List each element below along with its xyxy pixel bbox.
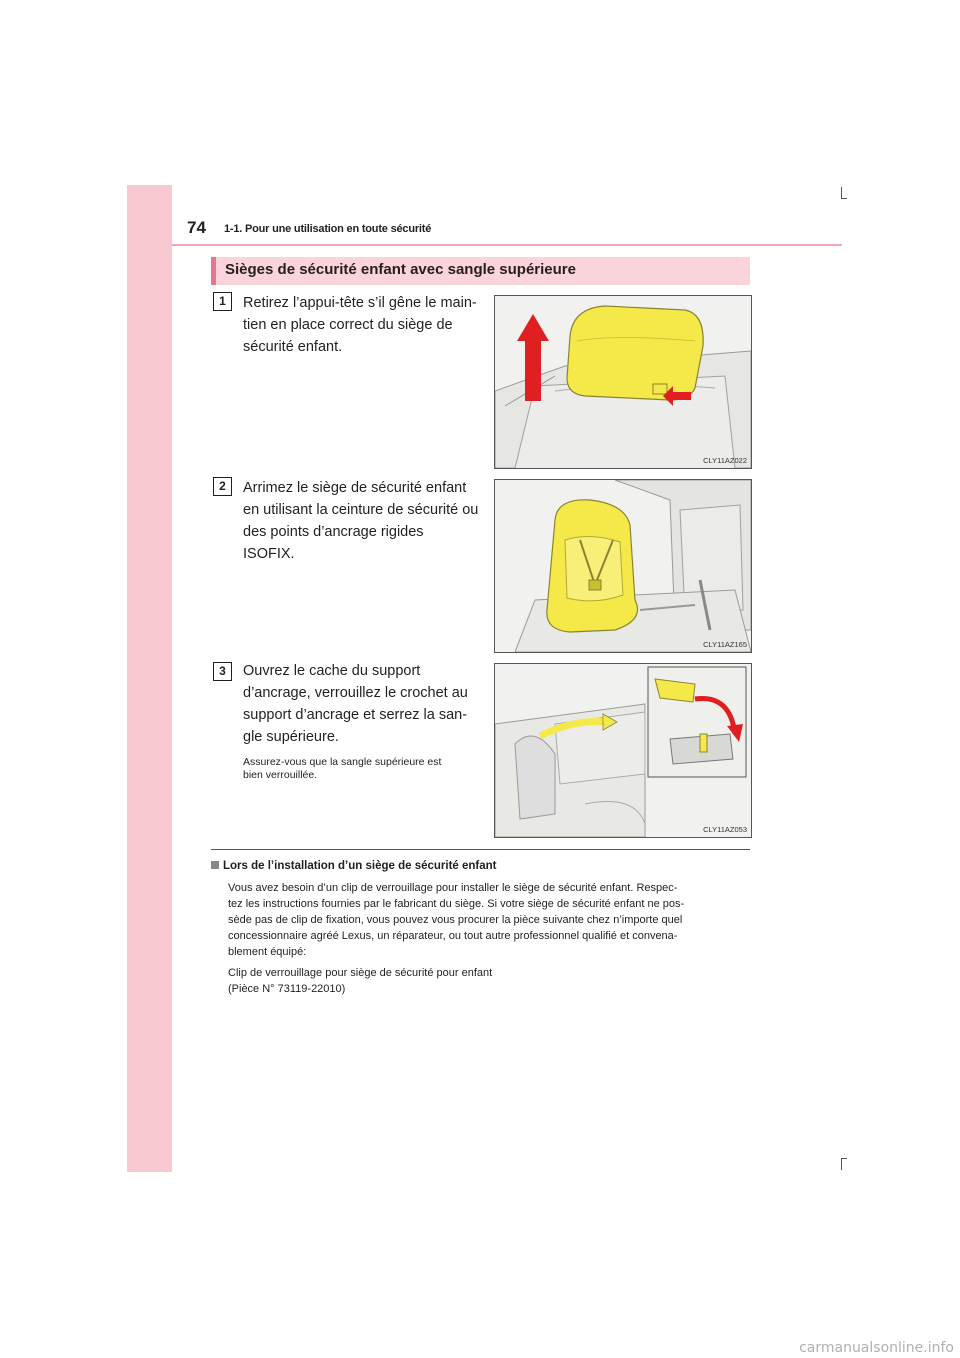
anchor-bracket-illustration	[494, 663, 752, 838]
square-bullet-icon	[211, 861, 219, 869]
step-2-line: en utilisant la ceinture de sécurité ou	[243, 502, 479, 518]
step-3-note-line: Assurez-vous que la sangle supérieure est	[243, 756, 442, 768]
step-3-line: gle supérieure.	[243, 729, 339, 745]
step-2-line: Arrimez le siège de sécurité enfant	[243, 480, 467, 496]
step-number-3: 3	[213, 662, 232, 681]
info-heading-text: Lors de l’installation d’un siège de sécurité enfant	[223, 860, 497, 872]
anchor-bracket-drawing	[495, 664, 751, 837]
crop-mark-bottom-h	[841, 1158, 847, 1159]
step-1-line: sécurité enfant.	[243, 339, 343, 355]
step-1-text	[243, 292, 481, 358]
info-line: tez les instructions fournies par le fabricant du siège. Si votre siège de sécurité enfant ne pos-	[228, 898, 685, 910]
step-2-line: des points d’ancrage rigides	[243, 524, 424, 540]
info-line: blement équipé:	[228, 946, 307, 958]
step-number-1: 1	[213, 292, 232, 311]
info-line: concessionnaire agréé Lexus, un réparateur, ou tout autre professionnel qualifié et convena-	[228, 930, 678, 942]
step-1-line: tien en place correct du siège de	[243, 317, 453, 333]
header-rule	[172, 244, 842, 246]
part-description: Clip de verrouillage pour siège de sécurité pour enfant	[228, 967, 493, 979]
figure-code-2: CLY11AZ165	[703, 640, 747, 649]
step-3-text	[243, 660, 481, 748]
info-heading	[211, 860, 497, 872]
page-number: 74	[187, 218, 206, 237]
step-2-text	[243, 477, 481, 565]
part-number: (Pièce N° 73119-22010)	[228, 983, 346, 995]
watermark: carmanualsonline.info	[799, 1340, 954, 1356]
headrest-drawing	[495, 296, 751, 468]
crop-mark-bottom	[841, 1158, 842, 1170]
step-number-2: 2	[213, 477, 232, 496]
info-line: Vous avez besoin d’un clip de verrouillage pour installer le siège de sécurité enfant. Respec-	[228, 882, 678, 894]
child-seat-illustration	[494, 479, 752, 653]
side-color-band	[127, 185, 172, 1172]
child-seat-drawing	[495, 480, 751, 652]
section-title: Sièges de sécurité enfant avec sangle supérieure	[225, 261, 576, 278]
step-1-line: Retirez l’appui-tête s’il gêne le main-	[243, 295, 477, 311]
step-3-note-line: bien verrouillée.	[243, 769, 318, 781]
step-3-note	[243, 756, 483, 782]
section-divider	[211, 849, 750, 850]
figure-code-3: CLY11AZ053	[703, 825, 747, 834]
crop-mark-top-h	[841, 198, 847, 199]
info-paragraph	[228, 880, 750, 960]
step-3-line: support d’ancrage et serrez la san-	[243, 707, 468, 723]
step-3-line: d’ancrage, verrouillez le crochet au	[243, 685, 468, 701]
chapter-title: 1-1. Pour une utilisation en toute sécurité	[224, 223, 432, 235]
step-3-line: Ouvrez le cache du support	[243, 663, 421, 679]
figure-code-1: CLY11AZ022	[703, 456, 747, 465]
step-2-line: ISOFIX.	[243, 546, 295, 562]
headrest-illustration	[494, 295, 752, 469]
info-line: sède pas de clip de fixation, vous pouvez vous procurer la pièce suivante chez n’importe quel	[228, 914, 683, 926]
